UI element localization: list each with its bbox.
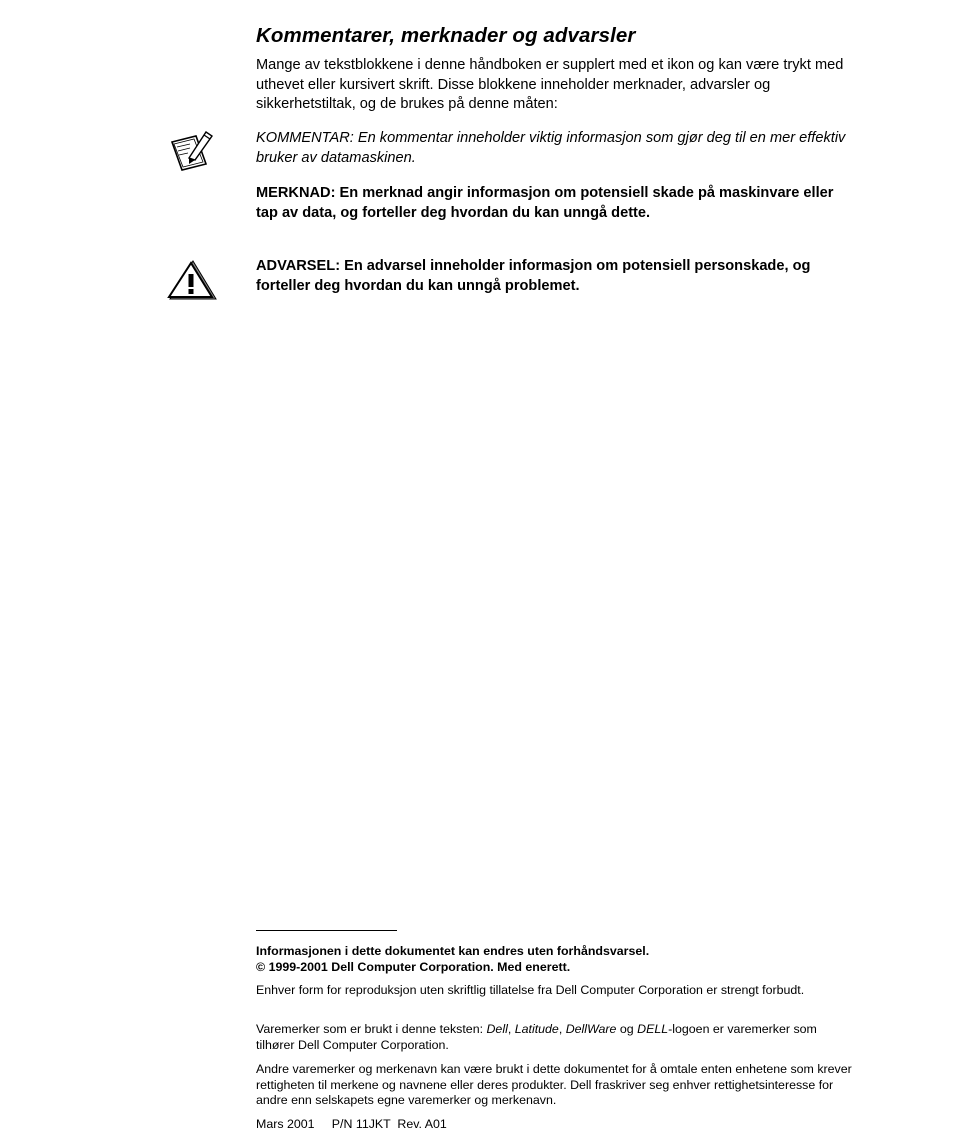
intro-paragraph: Mange av tekstblokkene i denne håndboken er supplert med et ikon og kan være trykt med uthevet eller kursivert skrift. Disse blokkene inneholder merknader, advarsler og sikkerhetstiltak, og de brukes på denne måten: [256, 57, 844, 112]
trademark-separator: og [616, 1022, 638, 1036]
note-text: KOMMENTAR: En kommentar inneholder viktig informasjon som gjør deg til en mer effektiv bruker av datamaskinen. [256, 130, 846, 166]
caution-text: ADVARSEL: En advarsel inneholder informasjon om potensiell personskade, og forteller deg hvordan du kan unngå problemet. [256, 258, 811, 294]
reproduction-notice: Enhver form for reproduksjon uten skriftlig tillatelse fra Dell Computer Corporation er strengt forbudt. [256, 983, 805, 997]
trademarks-suffix: -logoen er varemerker som tilhører Dell Computer Corporation. [256, 1022, 817, 1052]
other-trademarks-notice: Andre varemerker og merkenavn kan være brukt i dette dokumentet for å omtale enten enhetene som krever rettigheten til merkene og navnene eller deres produkter. Dell fraskriver seg enhver rettighetsinteresse for andre enn selskapets egne varemerker og merkenavn. [256, 1062, 852, 1107]
trademark-dell-logo: DELL [637, 1022, 669, 1036]
section-heading: Kommentarer, merknader og advarsler [256, 24, 636, 47]
trademark-separator: , [558, 1022, 566, 1036]
notice-text: MERKNAD: En merknad angir informasjon om potensiell skade på maskinvare eller tap av data, og forteller deg hvordan du kan unngå dette. [256, 185, 834, 221]
publication-footer [256, 1117, 856, 1133]
trademark-dellware: DellWare [565, 1022, 617, 1036]
warning-triangle-icon [166, 258, 218, 302]
trademark-separator: , [507, 1022, 515, 1036]
legal-notice [256, 944, 856, 975]
publication-date: Mars 2001 [256, 1117, 315, 1131]
note-pencil-icon [168, 130, 216, 172]
trademarks-prefix: Varemerker som er brukt i denne teksten: [256, 1022, 487, 1036]
part-number: P/N 11JKT Rev. A01 [331, 1117, 447, 1131]
legal-change-notice: Informasjonen i dette dokumentet kan endres uten forhåndsvarsel. [256, 944, 650, 958]
trademarks-notice [256, 1022, 856, 1053]
copyright-line: © 1999-2001 Dell Computer Corporation. Med enerett. [256, 959, 571, 974]
footnote-divider [256, 930, 397, 931]
trademark-dell: Dell [486, 1022, 508, 1036]
trademark-latitude: Latitude [514, 1022, 559, 1036]
